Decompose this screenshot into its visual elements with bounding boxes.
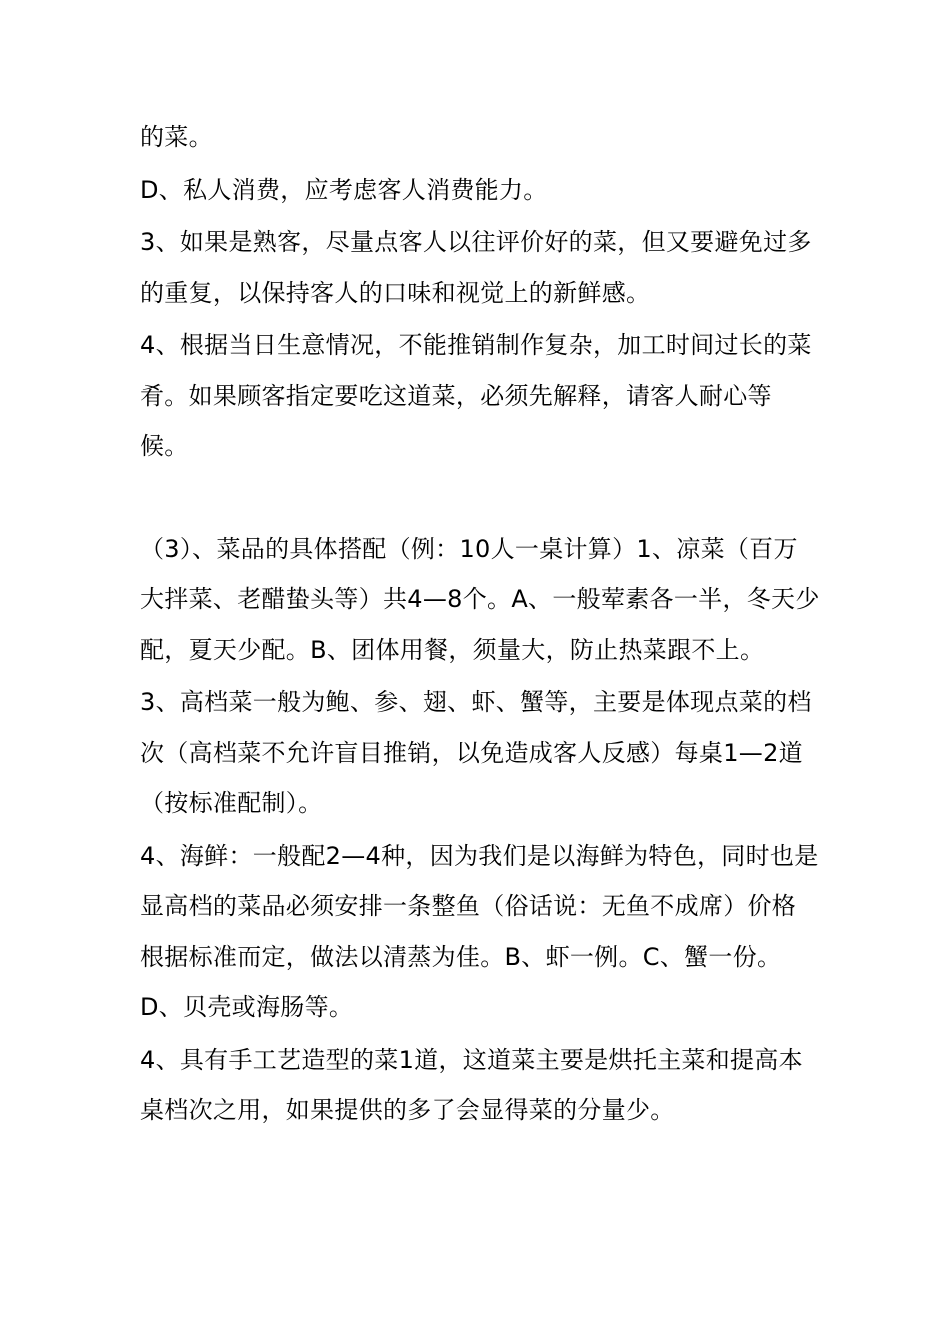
- paragraph-business-conditions: 4、根据当日生意情况，不能推销制作复杂，加工时间过长的菜肴。如果顾客指定要吃这道菜，必须先解释，请客人耐心等候。: [140, 331, 812, 460]
- paragraph-handcraft-dish: 4、具有手工艺造型的菜1道，这道菜主要是烘托主菜和提高本桌档次之用，如果提供的多了会显得菜的分量少。: [140, 1045, 803, 1124]
- paragraph-dish-pairing: （3）、菜品的具体搭配（例：10人一桌计算）1、凉菜（百万大拌菜、老醋蛰头等）共4—8个。A、一般荤素各一半，冬天少配，夏天少配。B、团体用餐，须量大，防止热菜跟不上。: [140, 534, 820, 664]
- paragraph-continuation: 的菜。: [140, 123, 213, 151]
- paragraph-regular-customers: 3、如果是熟客，尽量点客人以往评价好的菜，但又要避免过多的重复，以保持客人的口味和视觉上的新鲜感。: [140, 228, 812, 307]
- paragraph-private-consumption: D、私人消费，应考虑客人消费能力。: [140, 175, 548, 204]
- document-body: [140, 112, 820, 1138]
- paragraph-premium-dishes: 3、高档菜一般为鲍、参、翅、虾、蟹等，主要是体现点菜的档次（高档菜不允许盲目推销，以免造成客人反感）每桌1—2道（按标准配制）。: [140, 688, 812, 817]
- paragraph-seafood: 4、海鲜：一般配2—4种，因为我们是以海鲜为特色，同时也是显高档的菜品必须安排一条整鱼（俗话说：无鱼不成席）价格根据标准而定，做法以清蒸为佳。B、虾一例。C、蟹一份。D、贝壳或海肠等。: [140, 841, 819, 1021]
